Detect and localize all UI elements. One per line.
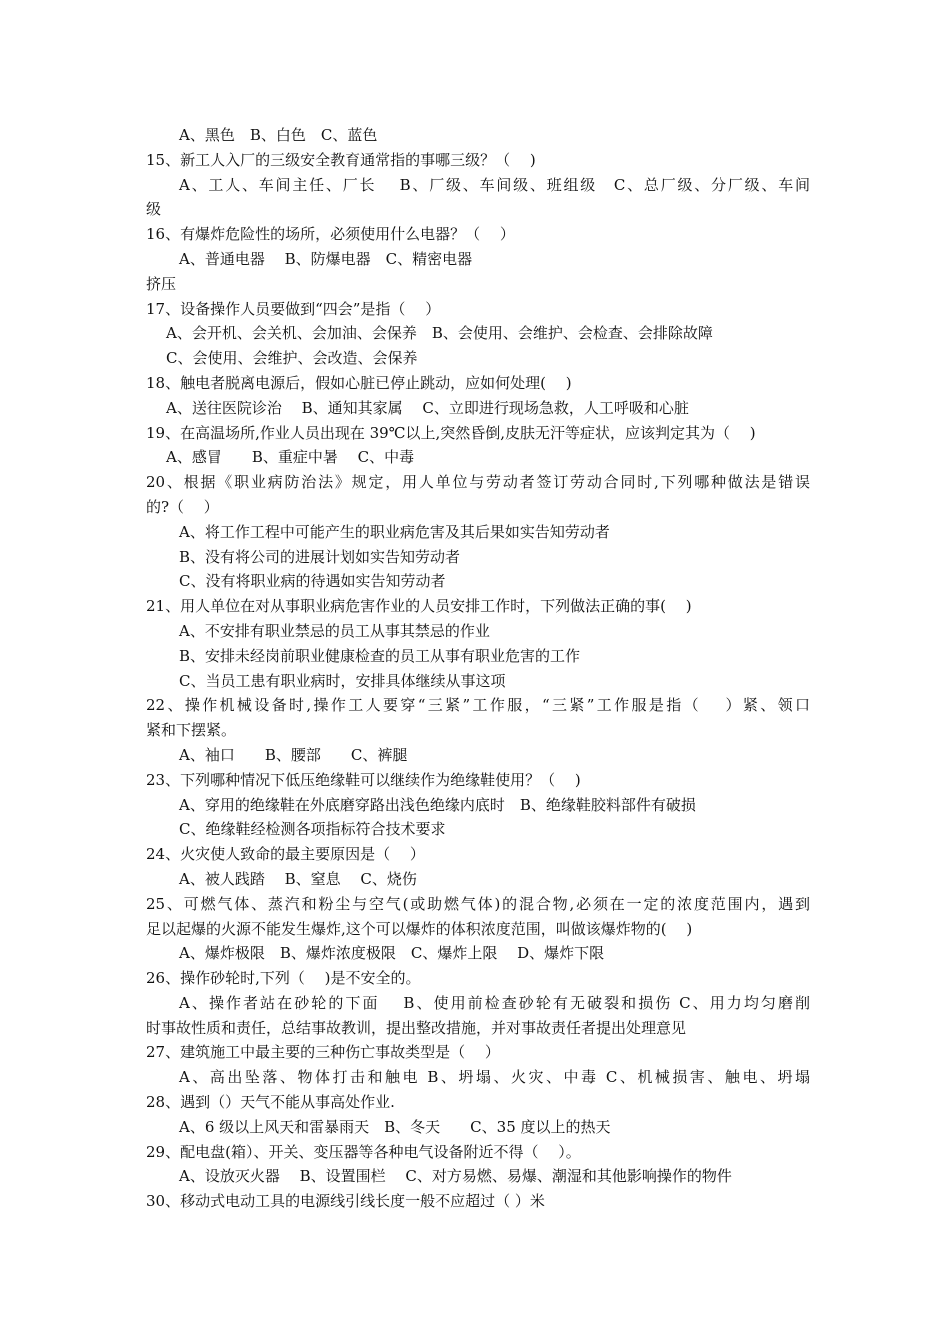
- text-line: 29、配电盘(箱）、开关、变压器等各种电气设备附近不得（ ）。: [146, 1142, 581, 1161]
- text-line: 25、可燃气体、蒸汽和粉尘与空气(或助燃气体)的混合物,必须在一定的浓度范围内，遇到: [146, 894, 810, 913]
- text-line: A、送往医院诊治 B、通知其家属 C、立即进行现场急救，人工呼吸和心脏: [166, 398, 689, 417]
- text-line: A、穿用的绝缘鞋在外底磨穿路出浅色绝缘内底时 B、绝缘鞋胶料部件有破损: [179, 795, 696, 814]
- text-line: C、当员工患有职业病时，安排具体继续从事这项: [179, 671, 506, 690]
- text-line: 28、遇到（）天气不能从事高处作业.: [146, 1093, 395, 1112]
- text-line: 21、用人单位在对从事职业病危害作业的人员安排工作时，下列做法正确的事( ): [146, 597, 692, 616]
- document-page: [146, 123, 810, 1214]
- text-line: 紧和下摆紧。: [146, 721, 237, 740]
- text-line: 20、根据《职业病防治法》规定，用人单位与劳动者签订劳动合同时,下列哪种做法是错误: [146, 473, 810, 492]
- text-line: 足以起爆的火源不能发生爆炸,这个可以爆炸的体积浓度范围，叫做该爆炸物的( ): [146, 919, 693, 938]
- text-line: 30、移动式电动工具的电源线引线长度一般不应超过（ ）米: [146, 1192, 545, 1211]
- text-line: 24、火灾使人致命的最主要原因是（ ）: [146, 845, 425, 864]
- text-line: A、操作者站在砂轮的下面 B、使用前检查砂轮有无破裂和损伤 C、用力均匀磨削: [179, 993, 810, 1012]
- text-line: 时事故性质和责任，总结事故教训，提出整改措施，并对事故责任者提出处理意见: [146, 1018, 687, 1037]
- text-line: A、6 级以上风天和雷暴雨天 B、冬天 C、35 度以上的热天: [179, 1117, 611, 1136]
- text-line: A、袖口 B、腰部 C、裤腿: [179, 745, 408, 764]
- text-line: 18、触电者脱离电源后，假如心脏已停止跳动，应如何处理( ): [146, 373, 572, 392]
- text-line: C、绝缘鞋经检测各项指标符合技术要求: [179, 820, 446, 839]
- text-line: A、普通电器 B、防爆电器 C、精密电器: [179, 249, 473, 268]
- text-line: 27、建筑施工中最主要的三种伤亡事故类型是（ ）: [146, 1043, 500, 1062]
- text-line: 级: [146, 200, 162, 219]
- text-line: A、爆炸极限 B、爆炸浓度极限 C、爆炸上限 D、爆炸下限: [179, 944, 605, 963]
- text-line: 17、设备操作人员要做到“四会”是指（ ）: [146, 299, 441, 318]
- text-line: A、将工作工程中可能产生的职业病危害及其后果如实告知劳动者: [179, 522, 610, 541]
- text-line: 15、新工人入厂的三级安全教育通常指的事哪三级？（ ): [146, 150, 536, 169]
- text-line: C、没有将职业病的待遇如实告知劳动者: [179, 572, 446, 591]
- text-line: A、高出坠落、物体打击和触电 B、坍塌、火灾、中毒 C、机械损害、触电、坍塌: [179, 1068, 810, 1087]
- text-line: 16、有爆炸危险性的场所，必须使用什么电器？（ ）: [146, 225, 515, 244]
- text-line: A、设放灭火器 B、设置围栏 C、对方易燃、易爆、潮湿和其他影响操作的物件: [179, 1167, 732, 1186]
- text-line: 23、下列哪种情况下低压绝缘鞋可以继续作为绝缘鞋使用？（ ): [146, 770, 581, 789]
- text-line: 19、在高温场所,作业人员出现在 39℃以上,突然昏倒,皮肤无汗等症状，应该判定其为（ ): [146, 423, 756, 442]
- text-line: A、被人践踏 B、窒息 C、烧伤: [179, 869, 417, 888]
- text-line: 22、操作机械设备时,操作工人要穿“三紧”工作服，“三紧”工作服是指（ ）紧、领口: [146, 696, 810, 715]
- text-line: A、黑色 B、白色 C、蓝色: [179, 126, 378, 144]
- text-line: 挤压: [146, 274, 177, 293]
- text-line: A、会开机、会关机、会加油、会保养 B、会使用、会维护、会检查、会排除故障: [166, 324, 713, 343]
- text-line: A、感冒 B、重症中暑 C、中毒: [166, 448, 415, 467]
- text-line: C、会使用、会维护、会改造、会保养: [166, 349, 418, 368]
- text-line: B、安排未经岗前职业健康检查的员工从事有职业危害的工作: [179, 646, 581, 665]
- text-line: 的?（ ）: [146, 497, 219, 516]
- text-line: B、没有将公司的进展计划如实告知劳动者: [179, 547, 461, 566]
- text-line: 26、操作砂轮时,下列（ )是不安全的。: [146, 969, 421, 988]
- text-line: A、工人、车间主任、厂长 B、厂级、车间级、班组级 C、总厂级、分厂级、车间: [179, 175, 810, 194]
- text-line: A、不安排有职业禁忌的员工从事其禁忌的作业: [179, 621, 490, 640]
